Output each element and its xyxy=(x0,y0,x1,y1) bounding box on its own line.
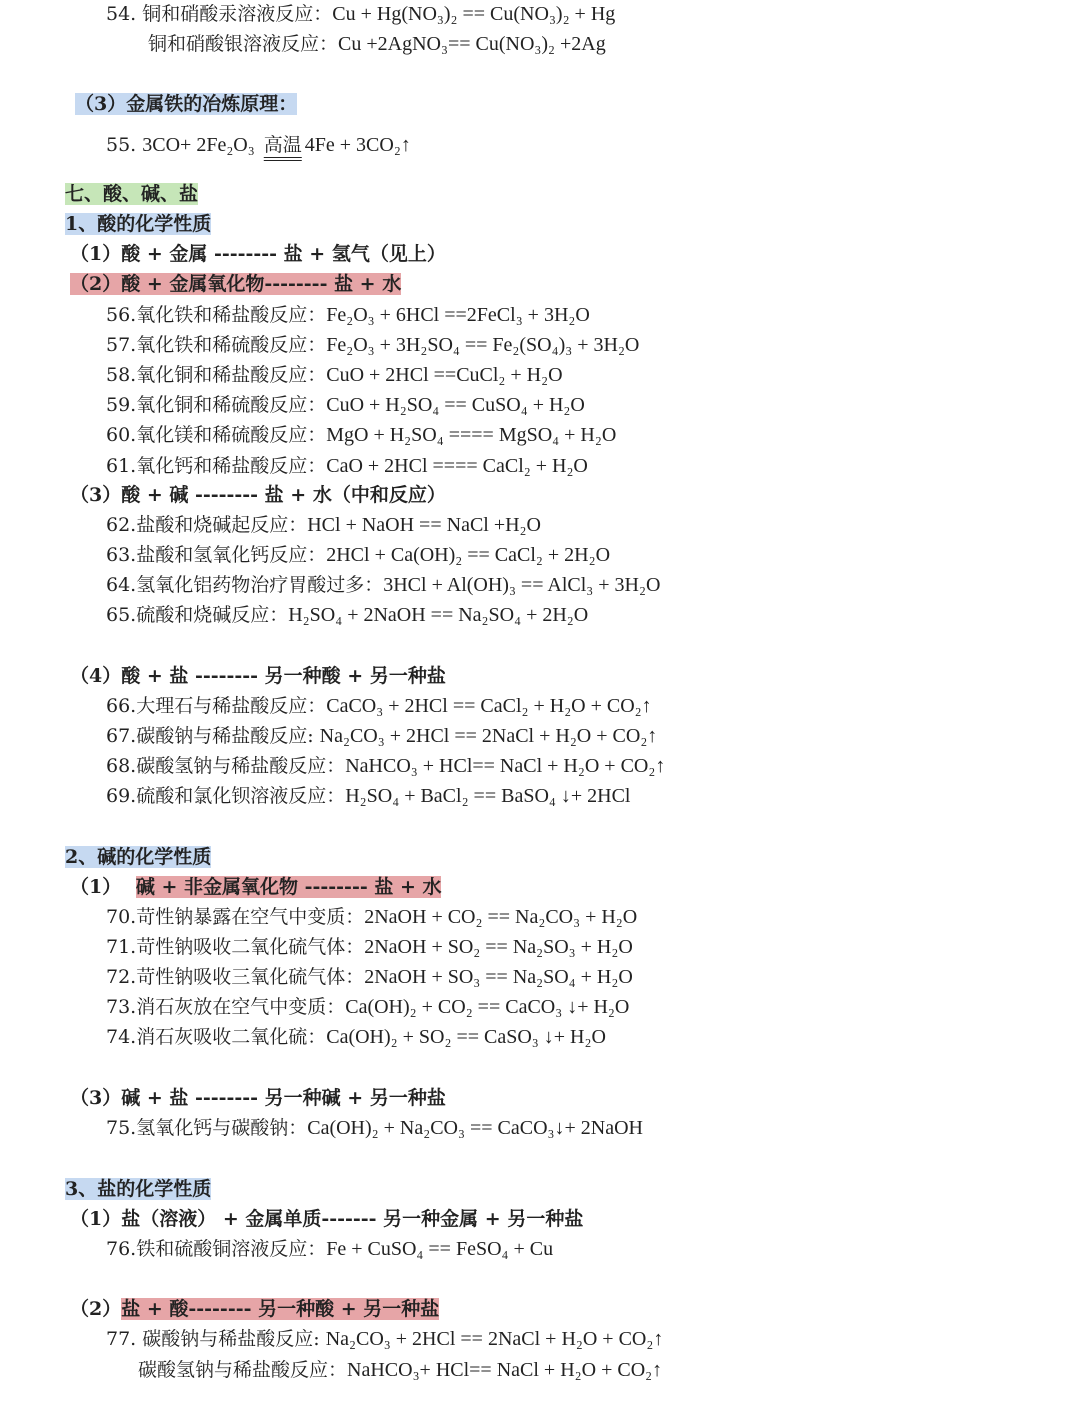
reaction-77-row xyxy=(106,1325,663,1353)
reaction-number: 60. xyxy=(106,424,137,447)
reaction-description: 碳酸氢钠与稀盐酸反应： xyxy=(136,755,346,778)
reaction-description: 铜和硝酸汞溶液反应： xyxy=(142,3,333,25)
reaction-equation: Fe + CuSO₄ == FeSO₄ + Cu xyxy=(326,1238,554,1260)
acid-property-4: （4）酸 + 盐 -------- 另一种酸 + 另一种盐 xyxy=(70,665,446,687)
reaction-row xyxy=(106,571,660,599)
reaction-condition: 高温 xyxy=(263,134,302,156)
reaction-number: 64. xyxy=(106,574,137,597)
reaction-description: 碳酸钠与稀盐酸反应: xyxy=(136,725,320,748)
reaction-equation: CuO + 2HCl ==CuCl₂ + H₂O xyxy=(326,364,563,387)
salt-properties-heading: 3、盐的化学性质 xyxy=(65,1178,212,1200)
reaction-description: 苛性钠吸收三氧化硫气体： xyxy=(136,966,365,989)
reaction-number: 75. xyxy=(106,1117,137,1139)
reaction-number: 65. xyxy=(106,604,137,627)
reaction-equation: Ca(OH)₂ + Na₂CO₃ == CaCO₃↓+ 2NaOH xyxy=(307,1117,643,1139)
reaction-row xyxy=(106,722,657,750)
reaction-number: 70. xyxy=(106,906,137,928)
acid-property-3: （3）酸 + 碱 -------- 盐 + 水（中和反应） xyxy=(70,484,446,506)
reaction-row xyxy=(106,752,665,780)
base-property-1: （1） 碱 + 非金属氧化物 -------- 盐 + 水 xyxy=(70,876,442,898)
reaction-row xyxy=(106,361,563,389)
reaction-row xyxy=(106,452,588,480)
reaction-description: 氢氧化钙与碳酸钠： xyxy=(136,1117,308,1139)
reaction-equation: Ca(OH)₂ + CO₂ == CaCO₃ ↓+ H₂O xyxy=(345,996,630,1019)
reaction-equation: CuO + H₂SO₄ == CuSO₄ + H₂O xyxy=(326,394,585,417)
reaction-equation: CaCO₃ + 2HCl == CaCl₂ + H₂O + CO₂↑ xyxy=(326,695,652,717)
reaction-row xyxy=(106,993,629,1021)
reaction-description: 氧化镁和稀硫酸反应： xyxy=(136,424,327,447)
reaction-description: 氧化铜和稀硫酸反应： xyxy=(136,394,327,417)
base-property-3: （3）碱 + 盐 -------- 另一种碱 + 另一种盐 xyxy=(70,1087,446,1109)
reaction-number: 67. xyxy=(106,725,137,748)
reaction-equation: 2NaOH + SO₃ == Na₂SO₄ + H₂O xyxy=(364,966,633,989)
reaction-equation: H₂SO₄ + 2NaOH == Na₂SO₄ + 2H₂O xyxy=(288,604,589,627)
reaction-number: 69. xyxy=(106,785,137,808)
reaction-description: 氧化铁和稀盐酸反应： xyxy=(136,304,327,326)
reaction-number: 74. xyxy=(106,1026,137,1049)
reaction-description: 消石灰吸收二氧化硫： xyxy=(136,1026,327,1049)
iron-smelting-heading: （3）金属铁的冶炼原理： xyxy=(75,93,298,115)
base-properties-heading: 2、碱的化学性质 xyxy=(65,846,212,868)
reaction-54b-row xyxy=(148,30,606,58)
reaction-row xyxy=(106,933,633,961)
reaction-equation: Cu + Hg(NO₃)₂ == Cu(NO₃)₂ + Hg xyxy=(332,3,616,25)
reaction-number: 77. xyxy=(106,1328,137,1350)
reaction-number: 57. xyxy=(106,334,137,357)
reaction-row xyxy=(106,963,633,991)
reaction-77b-row xyxy=(138,1356,662,1384)
reaction-equation: 2NaOH + SO₂ == Na₂SO₃ + H₂O xyxy=(364,936,633,959)
reaction-row xyxy=(106,331,639,359)
reaction-description: 铁和硫酸铜溶液反应： xyxy=(136,1238,327,1260)
reaction-row xyxy=(106,301,590,329)
reaction-description: 盐酸和氢氧化钙反应： xyxy=(136,544,327,567)
reaction-row xyxy=(106,601,588,629)
reaction-equation: Fe₂O₃ + 6HCl ==2FeCl₃ + 3H₂O xyxy=(326,304,590,326)
reaction-equation-left: 3CO+ 2Fe₂O₃ xyxy=(142,134,255,156)
reaction-description: 氢氧化铝药物治疗胃酸过多： xyxy=(136,574,384,597)
reaction-number: 71. xyxy=(106,936,137,959)
section-title: 七、酸、碱、盐 xyxy=(65,183,199,205)
reaction-54-row xyxy=(106,0,615,28)
salt-property-1: （1）盐（溶液） + 金属单质------- 另一种金属 + 另一种盐 xyxy=(70,1208,584,1230)
reaction-description: 盐酸和烧碱起反应： xyxy=(136,514,308,536)
reaction-number: 72. xyxy=(106,966,137,989)
reaction-equation-right: 4Fe + 3CO₂↑ xyxy=(304,134,411,156)
reaction-equation: 3HCl + Al(OH)₃ == AlCl₃ + 3H₂O xyxy=(383,574,661,597)
reaction-description: 苛性钠暴露在空气中变质： xyxy=(136,906,365,928)
reaction-equation: Cu +2AgNO₃== Cu(NO₃)₂ +2Ag xyxy=(338,33,606,55)
reaction-equation: CaO + 2HCl ==== CaCl₂ + H₂O xyxy=(326,454,588,477)
reaction-description: 硫酸和氯化钡溶液反应： xyxy=(136,785,346,808)
reaction-description: 碳酸钠与稀盐酸反应: xyxy=(142,1328,326,1350)
reaction-number: 54. xyxy=(106,3,137,25)
reaction-number: 59. xyxy=(106,394,137,417)
reaction-equation: MgO + H₂SO₄ ==== MgSO₄ + H₂O xyxy=(326,424,617,447)
salt-property-2: （2）盐 + 酸-------- 另一种酸 + 另一种盐 xyxy=(70,1298,440,1320)
reaction-number: 56. xyxy=(106,304,137,326)
reaction-55-row xyxy=(106,131,411,159)
reaction-row xyxy=(106,391,585,419)
acid-property-1: （1）酸 + 金属 -------- 盐 + 氢气（见上） xyxy=(70,243,446,265)
reaction-equation: NaHCO₃ + HCl== NaCl + H₂O + CO₂↑ xyxy=(345,755,666,778)
acid-property-2: （2）酸 + 金属氧化物-------- 盐 + 水 xyxy=(70,273,402,295)
reaction-description: 硫酸和烧碱反应： xyxy=(136,604,289,627)
reaction-description: 氧化钙和稀盐酸反应： xyxy=(136,454,327,477)
reaction-number: 66. xyxy=(106,695,137,717)
reaction-equation: 2HCl + Ca(OH)₂ == CaCl₂ + 2H₂O xyxy=(326,544,611,567)
reaction-number: 76. xyxy=(106,1238,137,1260)
reaction-number: 55. xyxy=(106,134,137,156)
reaction-equation: 2NaOH + CO₂ == Na₂CO₃ + H₂O xyxy=(364,906,638,928)
reaction-description: 大理石与稀盐酸反应： xyxy=(136,695,327,717)
reaction-row xyxy=(106,511,541,539)
reaction-number: 63. xyxy=(106,544,137,567)
reaction-row xyxy=(106,692,652,720)
reaction-equation: Ca(OH)₂ + SO₂ == CaSO₃ ↓+ H₂O xyxy=(326,1026,606,1049)
reaction-row xyxy=(106,1114,643,1142)
reaction-description: 氧化铁和稀硫酸反应： xyxy=(136,334,327,357)
reaction-description: 苛性钠吸收二氧化硫气体： xyxy=(136,936,365,959)
reaction-equation: Fe₂O₃ + 3H₂SO₄ == Fe₂(SO₄)₃ + 3H₂O xyxy=(326,334,640,357)
reaction-row xyxy=(106,541,610,569)
acid-properties-heading: 1、酸的化学性质 xyxy=(65,213,212,235)
reaction-description: 碳酸氢钠与稀盐酸反应： xyxy=(138,1359,348,1381)
reaction-number: 61. xyxy=(106,454,137,477)
reaction-equation: H₂SO₄ + BaCl₂ == BaSO₄ ↓+ 2HCl xyxy=(345,785,631,808)
reaction-equation: Na₂CO₃ + 2HCl == 2NaCl + H₂O + CO₂↑ xyxy=(319,725,658,748)
reaction-description: 消石灰放在空气中变质： xyxy=(136,996,346,1019)
reaction-row xyxy=(106,903,637,931)
reaction-row xyxy=(106,1023,606,1051)
reaction-number: 68. xyxy=(106,755,137,778)
reaction-row xyxy=(106,782,631,810)
reaction-equation: NaHCO₃+ HCl== NaCl + H₂O + CO₂↑ xyxy=(347,1359,663,1381)
reaction-description: 铜和硝酸银溶液反应： xyxy=(148,33,339,55)
reaction-description: 氧化铜和稀盐酸反应： xyxy=(136,364,327,387)
reaction-number: 58. xyxy=(106,364,137,387)
reaction-number: 73. xyxy=(106,996,137,1019)
reaction-row xyxy=(106,421,616,449)
reaction-row xyxy=(106,1235,553,1263)
reaction-equation: Na₂CO₃ + 2HCl == 2NaCl + H₂O + CO₂↑ xyxy=(325,1328,664,1350)
reaction-number: 62. xyxy=(106,514,137,536)
reaction-equation: HCl + NaOH == NaCl +H₂O xyxy=(307,514,541,536)
